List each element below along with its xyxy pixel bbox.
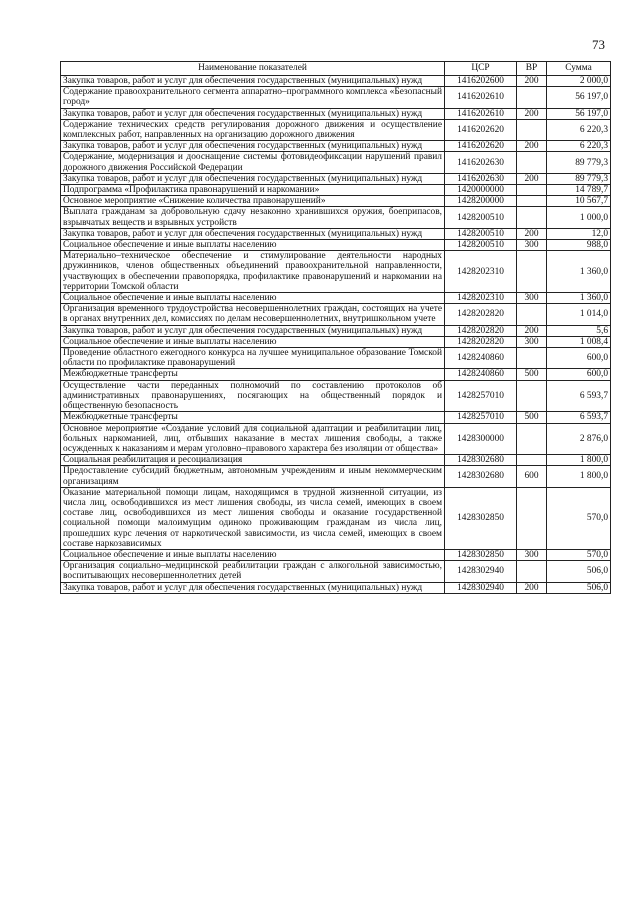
table-row	[61, 336, 611, 347]
row-name: Закупка товаров, работ и услуг для обеспечения государственных (муниципальных) нужд	[61, 76, 445, 87]
table-row	[61, 369, 611, 380]
row-sum: 600,0	[547, 369, 611, 380]
row-sum: 988,0	[547, 240, 611, 251]
row-vr: 200	[517, 228, 547, 239]
row-name: Основное мероприятие «Снижение количества правонарушений»	[61, 196, 445, 207]
row-sum: 10 567,7	[547, 196, 611, 207]
row-vr: 200	[517, 108, 547, 119]
row-vr	[517, 87, 547, 108]
row-vr	[517, 119, 547, 140]
row-csr: 1428302850	[445, 487, 517, 549]
row-csr: 1428200510	[445, 207, 517, 228]
row-name: Содержание, модернизация и дооснащение системы фотовидеофиксации нарушений правил дорожного движения Российской Федерации	[61, 152, 445, 173]
row-csr: 1428257010	[445, 380, 517, 412]
row-sum: 1 014,0	[547, 304, 611, 325]
table-row	[61, 185, 611, 196]
table-row	[61, 293, 611, 304]
row-vr: 300	[517, 336, 547, 347]
row-csr: 1428200000	[445, 196, 517, 207]
row-sum: 1 000,0	[547, 207, 611, 228]
table-row	[61, 152, 611, 173]
row-vr: 200	[517, 325, 547, 336]
row-csr: 1428257010	[445, 412, 517, 423]
row-name: Закупка товаров, работ и услуг для обеспечения государственных (муниципальных) нужд	[61, 325, 445, 336]
header-sum: Сумма	[547, 62, 611, 76]
row-vr	[517, 207, 547, 228]
row-name: Основное мероприятие «Создание условий для социальной адаптации и реабилитации лиц, больных наркоманией, лиц, отбывших наказание в местах лишения свободы, а также осужденных к наказаниям и мерам уголовно–правового характера без изоляции от общества»	[61, 423, 445, 455]
row-csr: 1428302940	[445, 582, 517, 593]
row-sum: 1 800,0	[547, 455, 611, 466]
row-csr: 1416202610	[445, 108, 517, 119]
row-csr: 1416202630	[445, 173, 517, 184]
row-vr: 300	[517, 293, 547, 304]
row-name: Предоставление субсидий бюджетным, автономным учреждениям и иным некоммерческим организациям	[61, 466, 445, 487]
row-csr: 1428302940	[445, 561, 517, 582]
row-csr: 1428240860	[445, 369, 517, 380]
table-row	[61, 173, 611, 184]
table-row	[61, 196, 611, 207]
table-row	[61, 108, 611, 119]
row-name: Содержание правоохранительного сегмента аппаратно–программного комплекса «Безопасный город»	[61, 87, 445, 108]
row-csr: 1416202600	[445, 76, 517, 87]
row-name: Социальное обеспечение и иные выплаты населению	[61, 240, 445, 251]
row-sum: 6 220,3	[547, 119, 611, 140]
row-name: Организация социально–медицинской реабилитации граждан с алкогольной зависимостью, воспитывающих несовершеннолетних детей	[61, 561, 445, 582]
row-name: Содержание технических средств регулирования дорожного движения и осуществление комплексных работ, направленных на организацию дорожного движения	[61, 119, 445, 140]
row-vr	[517, 561, 547, 582]
table-row	[61, 380, 611, 412]
row-vr	[517, 455, 547, 466]
row-vr	[517, 348, 547, 369]
row-sum: 2 876,0	[547, 423, 611, 455]
row-csr: 1428300000	[445, 423, 517, 455]
header-vr: ВР	[517, 62, 547, 76]
row-vr	[517, 487, 547, 549]
row-csr: 1428302680	[445, 455, 517, 466]
row-sum: 89 779,3	[547, 152, 611, 173]
row-sum: 12,0	[547, 228, 611, 239]
row-csr: 1428302680	[445, 466, 517, 487]
row-vr	[517, 196, 547, 207]
row-sum: 6 220,3	[547, 141, 611, 152]
table-row	[61, 466, 611, 487]
table-row	[61, 455, 611, 466]
row-csr: 1416202610	[445, 87, 517, 108]
table-row	[61, 561, 611, 582]
row-csr: 1428202820	[445, 325, 517, 336]
row-name: Подпрограмма «Профилактика правонарушений и наркомании»	[61, 185, 445, 196]
header-name: Наименование показателей	[61, 62, 445, 76]
row-vr: 200	[517, 76, 547, 87]
row-name: Закупка товаров, работ и услуг для обеспечения государственных (муниципальных) нужд	[61, 582, 445, 593]
table-header-row	[61, 62, 611, 76]
row-sum: 1 800,0	[547, 466, 611, 487]
row-vr	[517, 185, 547, 196]
table-row	[61, 87, 611, 108]
row-csr: 1428202310	[445, 293, 517, 304]
row-name: Осуществление части переданных полномочий по составлению протоколов об административных правонарушениях, посягающих на общественный порядок и общественную безопасность	[61, 380, 445, 412]
row-sum: 506,0	[547, 561, 611, 582]
row-vr: 200	[517, 582, 547, 593]
budget-table	[60, 61, 611, 594]
row-name: Закупка товаров, работ и услуг для обеспечения государственных (муниципальных) нужд	[61, 228, 445, 239]
table-row	[61, 119, 611, 140]
row-vr: 200	[517, 141, 547, 152]
row-vr: 500	[517, 369, 547, 380]
page-number: 73	[592, 37, 605, 52]
row-sum: 2 000,0	[547, 76, 611, 87]
row-sum: 6 593,7	[547, 380, 611, 412]
row-name: Выплата гражданам за добровольную сдачу незаконно хранившихся оружия, боеприпасов, взрывчатых веществ и взрывных устройств	[61, 207, 445, 228]
row-csr: 1428200510	[445, 240, 517, 251]
table-row	[61, 141, 611, 152]
table-row	[61, 423, 611, 455]
row-csr: 1428202820	[445, 336, 517, 347]
row-name: Организация временного трудоустройства несовершеннолетних граждан, состоящих на учете в органах внутренних дел, комиссиях по делам несовершеннолетних, внутришкольном учете	[61, 304, 445, 325]
row-csr: 1428202310	[445, 251, 517, 293]
row-vr: 200	[517, 173, 547, 184]
row-sum: 600,0	[547, 348, 611, 369]
row-sum: 56 197,0	[547, 108, 611, 119]
row-name: Социальное обеспечение и иные выплаты населению	[61, 549, 445, 560]
table-row	[61, 412, 611, 423]
row-csr: 1428200510	[445, 228, 517, 239]
table-row	[61, 228, 611, 239]
row-name: Проведение областного ежегодного конкурса на лучшее муниципальное образование Томской области по профилактике правонарушений	[61, 348, 445, 369]
row-csr: 1416202620	[445, 119, 517, 140]
row-vr	[517, 251, 547, 293]
row-name: Закупка товаров, работ и услуг для обеспечения государственных (муниципальных) нужд	[61, 141, 445, 152]
row-csr: 1420000000	[445, 185, 517, 196]
row-sum: 56 197,0	[547, 87, 611, 108]
row-sum: 570,0	[547, 549, 611, 560]
row-vr	[517, 423, 547, 455]
header-csr: ЦСР	[445, 62, 517, 76]
row-sum: 14 789,7	[547, 185, 611, 196]
row-name: Оказание материальной помощи лицам, находящимся в трудной жизненной ситуации, из числа лиц, освободившихся из мест лишения свободы, из числа семей, имеющих в своем составе лиц, освободившихся из мест лишения свободы и оказание государственной социальной помощи малоимущим одиноко проживающим гражданам из числа лиц, прошедших курс лечения от наркотической зависимости, из числа семей, имеющих в своем составе наркозависимых	[61, 487, 445, 549]
row-name: Материально–техническое обеспечение и стимулирование деятельности народных дружинников, членов общественных объединений правоохранительной направленности, участвующих в обеспечении правопорядка, профилактике правонарушений и наркомании на территории Томской области	[61, 251, 445, 293]
row-csr: 1416202630	[445, 152, 517, 173]
row-name: Закупка товаров, работ и услуг для обеспечения государственных (муниципальных) нужд	[61, 173, 445, 184]
row-sum: 5,6	[547, 325, 611, 336]
table-row	[61, 549, 611, 560]
table-row	[61, 325, 611, 336]
row-csr: 1416202620	[445, 141, 517, 152]
row-vr: 600	[517, 466, 547, 487]
row-name: Социальное обеспечение и иные выплаты населению	[61, 336, 445, 347]
row-vr: 500	[517, 412, 547, 423]
row-vr	[517, 380, 547, 412]
row-sum: 6 593,7	[547, 412, 611, 423]
row-name: Межбюджетные трансферты	[61, 369, 445, 380]
table-row	[61, 582, 611, 593]
table-body	[61, 76, 611, 594]
row-csr: 1428202820	[445, 304, 517, 325]
row-sum: 1 360,0	[547, 293, 611, 304]
table-row	[61, 207, 611, 228]
row-name: Закупка товаров, работ и услуг для обеспечения государственных (муниципальных) нужд	[61, 108, 445, 119]
table-row	[61, 251, 611, 293]
row-vr	[517, 152, 547, 173]
table-row	[61, 240, 611, 251]
row-sum: 570,0	[547, 487, 611, 549]
row-vr: 300	[517, 240, 547, 251]
row-name: Социальная реабилитация и ресоциализация	[61, 455, 445, 466]
row-vr: 300	[517, 549, 547, 560]
table-row	[61, 487, 611, 549]
row-name: Социальное обеспечение и иные выплаты населению	[61, 293, 445, 304]
row-sum: 89 779,3	[547, 173, 611, 184]
row-csr: 1428302850	[445, 549, 517, 560]
row-vr	[517, 304, 547, 325]
table-row	[61, 304, 611, 325]
table-row	[61, 348, 611, 369]
row-sum: 1 008,4	[547, 336, 611, 347]
row-csr: 1428240860	[445, 348, 517, 369]
table-row	[61, 76, 611, 87]
row-sum: 1 360,0	[547, 251, 611, 293]
row-name: Межбюджетные трансферты	[61, 412, 445, 423]
row-sum: 506,0	[547, 582, 611, 593]
